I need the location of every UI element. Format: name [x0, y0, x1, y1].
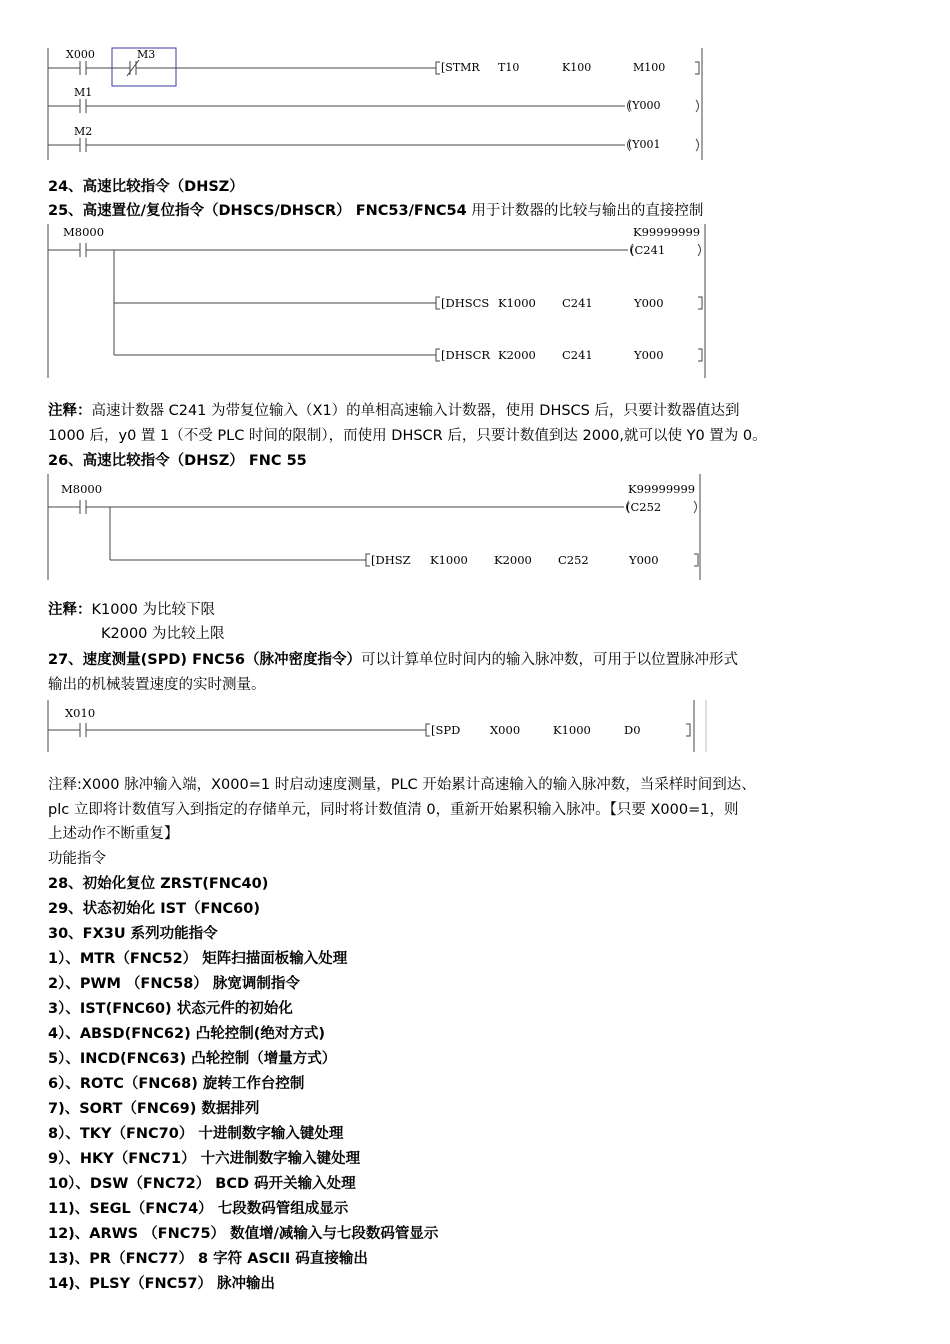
list-item: 6）、ROTC（FNC68) 旋转工作台控制 — [48, 1076, 305, 1092]
list-item: 12)、ARWS （FNC75） 数值增/减输入与七段数码管显示 — [48, 1226, 439, 1242]
list-item: 3）、IST(FNC60) 状态元件的初始化 — [48, 1001, 293, 1017]
operand-label: K100 — [562, 61, 592, 74]
instruction-label: [DHSCS — [441, 296, 490, 310]
heading-27-desc: 可以计算单位时间内的输入脉冲数，可用于以位置脉冲形式 — [360, 652, 738, 668]
contact-label: M3 — [137, 48, 156, 61]
coil-constant: K99999999 — [628, 482, 696, 496]
coil-label: (C252 — [626, 500, 662, 514]
operand-label: C241 — [562, 348, 593, 362]
operand-label: Y000 — [634, 296, 664, 310]
instruction-label: [STMR — [441, 61, 480, 74]
operand-label: K1000 — [430, 553, 468, 567]
contact-label: M8000 — [63, 225, 105, 239]
section-title: 功能指令 — [48, 851, 106, 867]
operand-label: M100 — [633, 61, 666, 74]
contact-label: X000 — [66, 48, 95, 61]
list-item: 11)、SEGL（FNC74） 七段数码管组成显示 — [48, 1201, 349, 1217]
heading-28: 28、初始化复位 ZRST(FNC40) — [48, 876, 269, 892]
list-item: 1）、MTR（FNC52） 矩阵扫描面板输入处理 — [48, 951, 348, 967]
operand-label: K2000 — [494, 553, 532, 567]
operand-label: C241 — [562, 296, 593, 310]
list-item: 9）、HKY（FNC71） 十六进制数字输入键处理 — [48, 1151, 361, 1167]
heading-26: 26、高速比较指令（DHSZ） FNC 55 — [48, 453, 307, 469]
operand-label: D0 — [624, 723, 641, 737]
heading-27-title: 27、速度测量(SPD) FNC56（脉冲密度指令） — [48, 652, 361, 668]
note-2-line-2: K2000 为比较上限 — [101, 626, 225, 642]
list-item: 13)、PR（FNC77） 8 字符 ASCII 码直接输出 — [48, 1251, 368, 1267]
list-item: 8）、TKY（FNC70） 十进制数字输入键处理 — [48, 1126, 344, 1142]
contact-label: M2 — [74, 125, 93, 138]
instruction-label: [DHSCR — [441, 348, 491, 362]
heading-25-title: 25、高速置位/复位指令（DHSCS/DHSCR） FNC53/FNC54 — [48, 203, 467, 219]
contact-label: M8000 — [61, 482, 103, 496]
coil-constant: K99999999 — [633, 225, 701, 239]
list-item: 2）、PWM （FNC58） 脉宽调制指令 — [48, 976, 300, 992]
note-3-line-3: 上述动作不断重复】 — [48, 826, 179, 842]
operand-label: Y000 — [634, 348, 664, 362]
operand-label: X000 — [490, 723, 521, 737]
note-2-text: K1000 为比较下限 — [91, 602, 216, 618]
note-3-line-2: plc 立即将计数值写入到指定的存储单元，同时将计数值清 0，重新开始累积输入脉冲。【只要 X000=1，则 — [48, 802, 739, 818]
heading-30: 30、FX3U 系列功能指令 — [48, 926, 218, 942]
operand-label: C252 — [558, 553, 589, 567]
note-1-line-2: 1000 后，y0 置 1（不受 PLC 时间的限制），而使用 DHSCR 后，只要计数值到达 2000,就可以使 Y0 置为 0。 — [48, 428, 767, 444]
list-item: 4）、ABSD(FNC62) 凸轮控制(绝对方式) — [48, 1026, 326, 1042]
operand-label: T10 — [498, 61, 520, 74]
list-item: 14)、PLSY（FNC57） 脉冲输出 — [48, 1276, 276, 1292]
note-label: 注释： — [48, 403, 92, 419]
instruction-label: [SPD — [431, 723, 461, 737]
note-3-line-1: 注释:X000 脉冲输入端，X000=1 时启动速度测量，PLC 开始累计高速输入的输入脉冲数，当采样时间到达、 — [48, 777, 756, 793]
instruction-label: [DHSZ — [371, 553, 411, 567]
operand-label: K1000 — [498, 296, 536, 310]
coil-label: (C241 — [630, 243, 666, 257]
heading-25-desc: 用于计数器的比较与输出的直接控制 — [471, 203, 704, 219]
coil-label: (Y001 — [628, 138, 661, 151]
contact-label: M1 — [74, 86, 93, 99]
coil-label: (Y000 — [628, 99, 661, 112]
list-item: 5）、INCD(FNC63) 凸轮控制（增量方式） — [48, 1051, 337, 1067]
contact-label: X010 — [65, 706, 96, 720]
list-item: 7)、SORT（FNC69) 数据排列 — [48, 1101, 260, 1117]
note-1-text: 高速计数器 C241 为带复位输入（X1）的单相高速输入计数器，使用 DHSCS 后，只要计数器值达到 — [91, 403, 740, 419]
operand-label: Y000 — [629, 553, 659, 567]
note-label: 注释： — [48, 602, 92, 618]
heading-27-line-2: 输出的机械装置速度的实时测量。 — [48, 677, 266, 693]
operand-label: K2000 — [498, 348, 536, 362]
list-item: 10）、DSW（FNC72） BCD 码开关输入处理 — [48, 1176, 356, 1192]
heading-29: 29、状态初始化 IST（FNC60) — [48, 901, 260, 917]
heading-24: 24、高速比较指令（DHSZ） — [48, 179, 244, 195]
operand-label: K1000 — [553, 723, 591, 737]
